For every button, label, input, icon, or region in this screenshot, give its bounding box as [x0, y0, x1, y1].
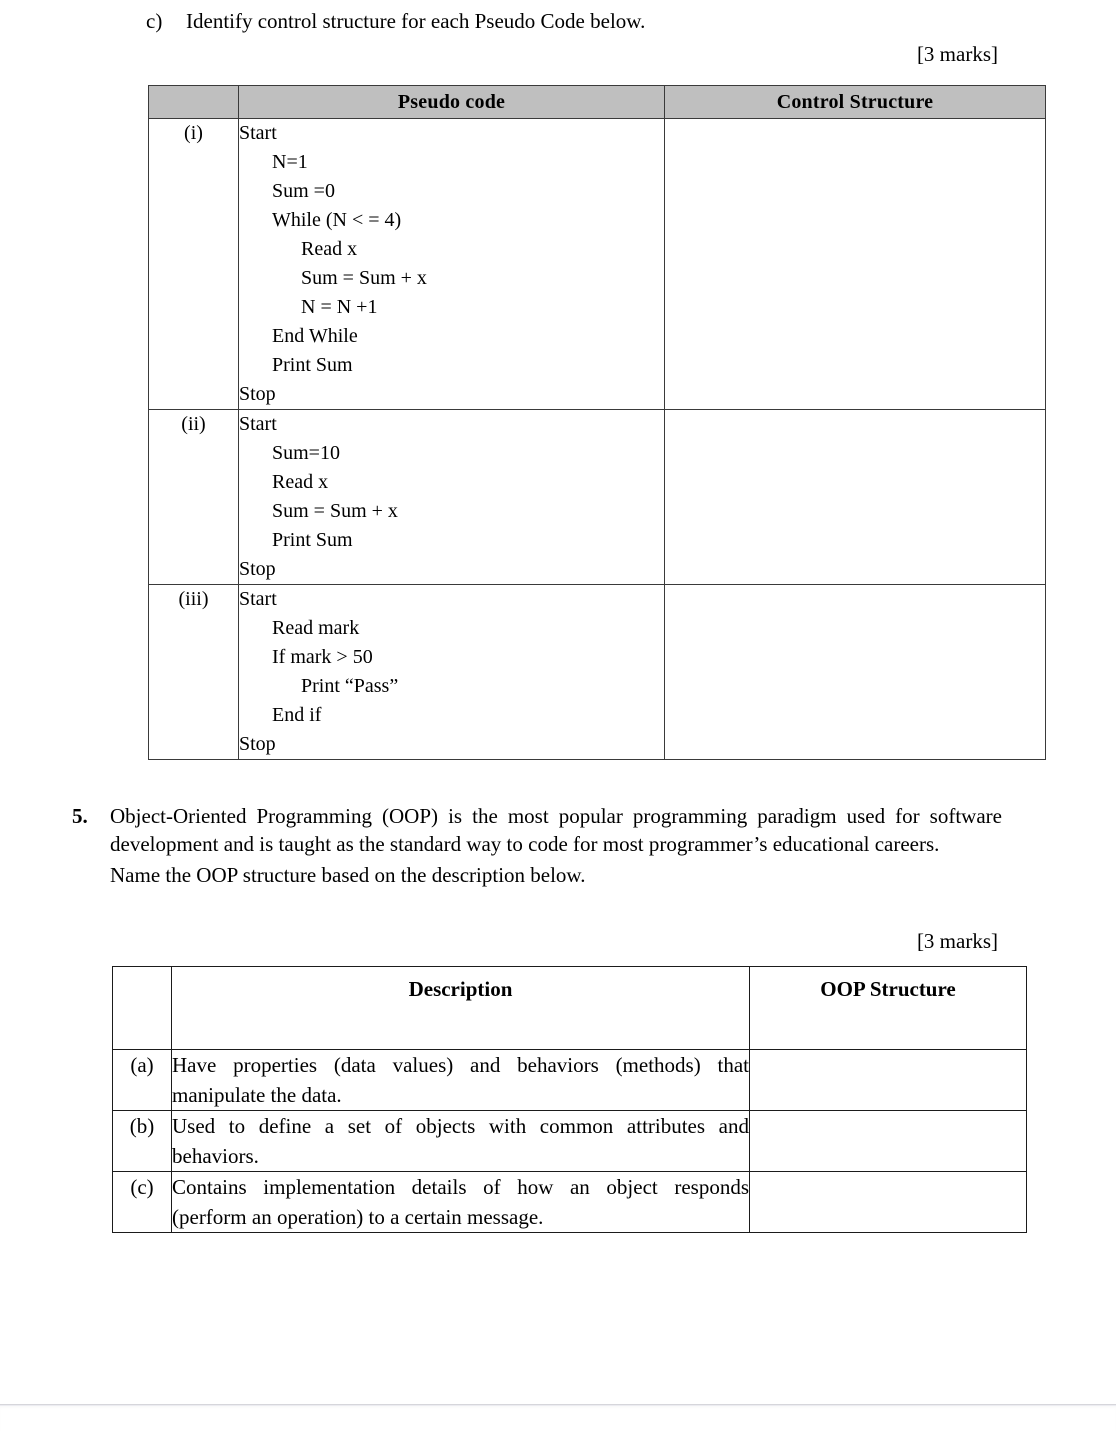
- question-c-label: c): [146, 9, 163, 33]
- code-line: Read x: [301, 238, 358, 260]
- table-header-row: [113, 967, 1027, 1050]
- code-line: N = N +1: [301, 296, 378, 318]
- code-line: Start: [239, 413, 277, 435]
- code-line: Print Sum: [272, 354, 353, 376]
- question-5-number: 5.: [72, 804, 88, 828]
- table-row: [113, 1111, 1027, 1172]
- code-line: Sum =0: [272, 180, 335, 202]
- row-index-i: (i): [149, 119, 239, 410]
- code-line: End if: [272, 704, 322, 726]
- marks-label-question-5: [3 marks]: [916, 929, 998, 953]
- table-row: [149, 585, 1046, 760]
- row-index-iii: (iii): [149, 585, 239, 760]
- description-cell-a: Have properties (data values) and behaviors (methods) that manipulate the data.: [172, 1050, 750, 1111]
- answer-cell-control-structure-i[interactable]: [665, 119, 1046, 410]
- oop-structure-table: [112, 966, 1027, 1233]
- answer-cell-oop-structure-b[interactable]: [750, 1111, 1027, 1172]
- table-row: [113, 1050, 1027, 1111]
- answer-cell-oop-structure-a[interactable]: [750, 1050, 1027, 1111]
- code-line: If mark > 50: [272, 646, 373, 668]
- code-line: N=1: [272, 151, 308, 173]
- description-cell-c: Contains implementation details of how an object responds (perform an operation) to a certain message.: [172, 1172, 750, 1233]
- pseudo-code-cell-ii: [239, 410, 665, 585]
- code-line: Stop: [239, 383, 276, 405]
- marks-label-question-c: [3 marks]: [916, 42, 998, 66]
- code-line: While (N < = 4): [272, 209, 402, 231]
- row-index-b: (b): [113, 1111, 172, 1172]
- question-5-instruction: Name the OOP structure based on the description below.: [110, 863, 586, 887]
- column-header-description: Description: [172, 967, 750, 1050]
- row-index-a: (a): [113, 1050, 172, 1111]
- code-line: Start: [239, 588, 277, 610]
- pseudo-code-cell-i: [239, 119, 665, 410]
- code-line: Sum=10: [272, 442, 340, 464]
- page-bottom-edge: [0, 1404, 1116, 1431]
- column-header-index: [113, 967, 172, 1050]
- question-5-block: [72, 802, 1002, 889]
- question-c-text: Identify control structure for each Pseudo Code below.: [186, 9, 646, 33]
- code-line: Sum = Sum + x: [272, 500, 398, 522]
- question-5-paragraph: Object-Oriented Programming (OOP) is the most popular programming paradigm used for software development and is taught as the standard way to code for most programmer’s educational careers.: [110, 804, 1002, 856]
- pseudo-code-cell-iii: [239, 585, 665, 760]
- question-c-heading: [146, 8, 1006, 34]
- column-header-control-structure: Control Structure: [665, 86, 1046, 119]
- code-line: Sum = Sum + x: [301, 267, 427, 289]
- table-row: [149, 410, 1046, 585]
- row-index-c: (c): [113, 1172, 172, 1233]
- table-header-row: [149, 86, 1046, 119]
- pseudo-code-table: [148, 85, 1046, 760]
- table-row: [149, 119, 1046, 410]
- code-line: Read mark: [272, 617, 360, 639]
- answer-cell-oop-structure-c[interactable]: [750, 1172, 1027, 1233]
- code-line: Read x: [272, 471, 329, 493]
- answer-cell-control-structure-ii[interactable]: [665, 410, 1046, 585]
- code-line: Start: [239, 122, 277, 144]
- row-index-ii: (ii): [149, 410, 239, 585]
- code-line: Print “Pass”: [301, 675, 399, 697]
- code-line: Stop: [239, 733, 276, 755]
- code-line: Print Sum: [272, 529, 353, 551]
- table-row: [113, 1172, 1027, 1233]
- column-header-index: [149, 86, 239, 119]
- code-line: Stop: [239, 558, 276, 580]
- description-cell-b: Used to define a set of objects with common attributes and behaviors.: [172, 1111, 750, 1172]
- code-line: End While: [272, 325, 358, 347]
- column-header-oop-structure: OOP Structure: [750, 967, 1027, 1050]
- answer-cell-control-structure-iii[interactable]: [665, 585, 1046, 760]
- column-header-pseudo-code: Pseudo code: [239, 86, 665, 119]
